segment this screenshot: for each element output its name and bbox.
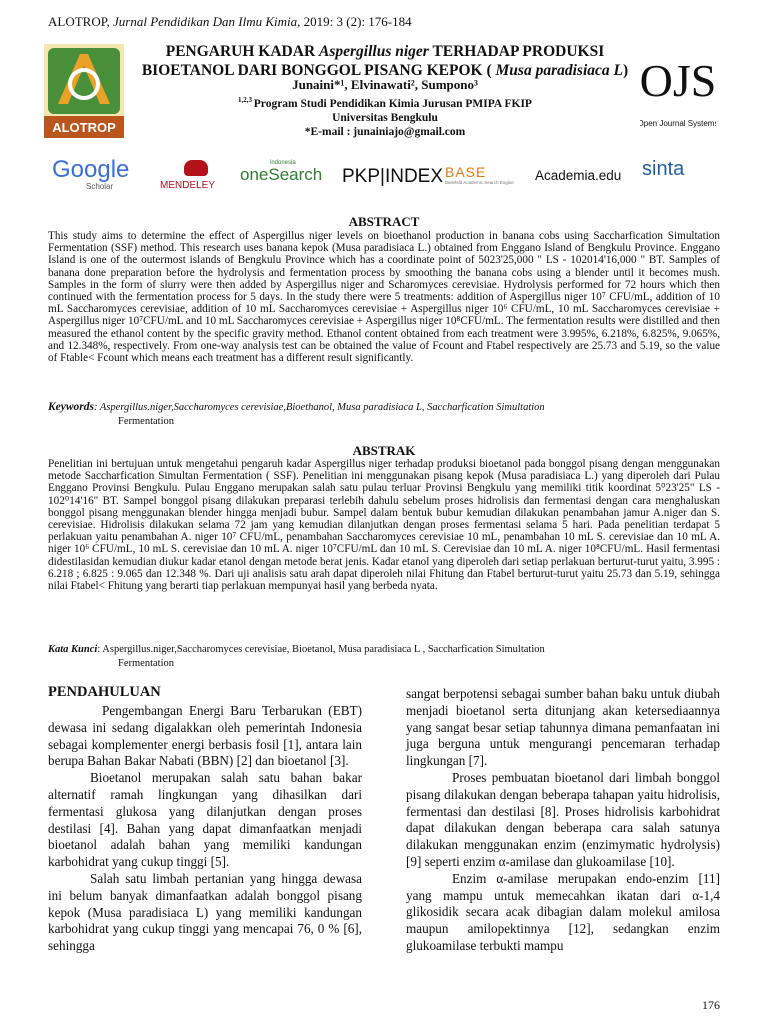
intro-para-3: Salah satu limbah pertanian yang hingga dewasa ini belum banyak dimanfaatkan adalah bonggol pisang kepok (Musa paradisiaca L) yang memiliki kandungan karbohidrat yang cukup tinggi yang mencapai 76, 0 % [6], sehingga <box>48 870 362 954</box>
keywords: Keywords: Aspergillus.niger,Saccharomyces cerevisiae,Bioethanol, Musa paradisiaca L, Saccharfication Simultation Fermentation <box>48 401 545 427</box>
svg-text:OJS: OJS <box>640 55 716 106</box>
kata-kunci: Kata Kunci: Aspergillus.niger,Saccharomyces cerevisiae, Bioetanol, Musa paradisiaca L , Saccharfication Simultation Fermentation <box>48 644 545 669</box>
author-block: Junaini*¹, Elvinawati², Sumpono³ $^{1,2,3}$ Program Studi Pendidikan Kimia Jurusan PMIPA FKIP Universitas Bengkulu *E-mail : junainiajo@gmail.com <box>120 77 650 139</box>
intro-right-column <box>406 686 720 955</box>
abstrak-text: Penelitian ini bertujuan untuk mengetahui pengaruh kadar Aspergillus niger terhadap produksi bioetanol pada bonggol pisang dengan menggunakan metode Saccharfication Simultan Fermentation ( SSF). Penelitian ini menggunakan pisang kepok (Musa paradisiaca L.) yang diperoleh dari Pulau Enggano Provinsi Bengkulu. Pulau Enggano merupakan salah satu pulau terluar Provinsi Bengkulu yang memiliki titik koordinat 5⁰23'25" LS - 102⁰14'16" BT. Sampel bonggol pisang dilakukan preparasi terlebih dahulu sebelum proses hidrolisis dan fermentasi dengan cara menghaluskan bonggol pisang menggunakan blender hingga menjadi bubur. Sampel dalam bentuk bubur kemudian dilakukan penambahan jamur A.niger dan S. cerevisiae. Hidrolisis dilakukan selama 72 jam yang kemudian dilanjutkan dengan proses fermentasi selama 5 hari. Pada penelitian terdapat 5 perlakuan yaitu penambahan A. niger 10⁷ CFU/mL, penambahan Saccharomyces cerevisiae 10 mL, penambahan 10 mL S. cerevisiae dan 10 mL A. niger 10⁶ CFU/mL, 10 mL S. cerevisiae dan 10 mL A. niger 10⁷CFU/mL dan 10 mL S. Cerevisiae dan 10 mL A. niger 10⁸CFU/mL. Hasil fermentasi didestilasidan kemudian diukur kadar etanol dengan metode berat jenis. Kadar etanol yang diperoleh dari setiap perlakuan berturut-turut yaitu, 3.995 : 6.218 ; 6.825 : 9.065 dan 12.348 %. Dari uji analisis satu arah dapat diperoleh nilai Fhitung dan Ftabel berturut-turut yaitu 25.73 dan 5.19, sehingga nilai Ftabel< Fhitung yang berarti tiap perlakuan mempunyai hasil yang berbeda nyata. <box>48 458 720 593</box>
google-scholar-logo: Google Scholar <box>52 156 130 191</box>
intro-para-2: Bioetanol merupakan salah satu bahan bakar alternatif ramah lingkungan yang dihasilkan dari fermentasi glukosa yang dilanjutkan dengan proses destilasi [4]. Bahan yang dapat dimanfaatkan menjadi bioetanol adalah bahan yang memiliki kandungan karbohidrat yang cukup tinggi [5]. <box>48 770 362 870</box>
intro-para-4: sangat berpotensi sebagai sumber bahan baku untuk diubah menjadi bioetanol serta ditunjang akan ketersediaannya yang sangat besar setiap tahunnya dimana pemanfaatan ini juga berguna untuk mengurangi pencemaran terhadap lingkungan [7]. <box>406 686 720 769</box>
pkp-index-logo: PKP|INDEX <box>342 166 444 187</box>
academia-logo: Academia.edu <box>535 168 622 183</box>
abstract-text: This study aims to determine the effect of Aspergillus niger levels on bioethanol production in banana cobs using Saccharfication Simultation Fermentation (SSF) method. This research uses banana kepok (Musa paradisiaca L.) obtained from Enggano Island of Bengkulu Province. Enggano Island is one of the outermost islands of Bengkulu Province which has a coordinate point of 5023'25,000 " LS - 102014'16,000 " BT. Samples of banana done preparation before the hydrolysis and fermentation process by smoothing the banana cobs using a blender until it becomes mush. Samples in the form of slurry were then added by Aspergillus niger and Scharomyces cerevisiae. Hydrolysis performed for 72 hours which then continued with the fermentation process for 5 days. In the study there were 5 treatments: addition of Aspergillus niger 10⁷ CFU/mL, addition of 10 mL Saccharomyces cerevisiae, addition of 10 mL Saccharomyces cerevisiae + Aspergillus niger 10⁶ CFU/mL, 10 mL Saccharomyces cerevisiae + Aspergillus niger 10⁷CFU/mL and 10 mL Saccharomyces cerevisiae + Aspergillus niger 10⁸CFU/mL. The fermentation results were distilled and then measured the ethanol content by the specific gravity method. Ethanol content obtained from each treatment were 3.995%, 6.218%, 6.825%, 9.065%, and 12.348%, respectively. From one-way analysis test can be obtained the value of Fcount and Ftabel respectively are 25.73 and 5.19, so the value of Ftable< Fcount which means each treatment has a different result significantly. <box>48 230 720 365</box>
intro-para-1: Pengembangan Energi Baru Terbarukan (EBT) dewasa ini sedang digalakkan oleh pemerintah Indonesia sebagai komplementer energi berbasis fosil [1], antara lain berupa Bahan Bakar Nabati (BBN) [2] dan bioetanol [3]. <box>48 703 362 769</box>
affiliation-line2: Universitas Bengkulu <box>332 111 438 124</box>
ojs-logo <box>640 44 716 136</box>
journal-prefix: ALOTROP, <box>48 14 114 29</box>
mendeley-logo: MENDELEY <box>160 160 234 208</box>
intro-left-column <box>48 684 362 955</box>
author-names: Junaini*¹, Elvinawati², Sumpono³ <box>292 77 478 92</box>
abstract-heading: ABSTRACT <box>348 214 420 229</box>
page-number: 176 <box>702 998 720 1012</box>
svg-text:ALOTROP: ALOTROP <box>52 120 116 135</box>
journal-header <box>48 14 412 30</box>
intro-para-6: Enzim α-amilase merupakan endo-enzim [11] yang mampu untuk memecahkan ikatan dari α-1,4 glikosidik secara acak dibagian dalam molekul amilosa maupun amilopektinnya [12], sedangkan enzim glukoamilase terbukti mampu <box>406 870 720 953</box>
journal-issue: , 2019: 3 (2): 176-184 <box>297 14 412 29</box>
svg-text:Open Journal Systems: Open Journal Systems <box>640 119 716 128</box>
sinta-logo: sinta <box>642 158 685 180</box>
author-email: *E-mail : junainiajo@gmail.com <box>304 125 466 138</box>
journal-name: Jurnal Pendidikan Dan Ilmu Kimia <box>113 14 298 29</box>
base-logo: BASE Bielefeld Academic Search Engine <box>445 164 514 185</box>
affiliation-line1: Program Studi Pendidikan Kimia Jurusan PMIPA FKIP <box>253 97 532 110</box>
intro-heading: PENDAHULUAN <box>48 684 161 700</box>
intro-para-5: Proses pembuatan bioetanol dari limbah bonggol pisang dilakukan dengan beberapa tahapan yaitu hidrolisis, fermentasi dan destilasi [8]. Proses hidrolisis karbohidrat dapat dilakukan dengan beberapa cara salah satunya dilakukan menggunakan enzim (enzimymatic hydrolysis) [9] seperti enzim α-amilase dan glukoamilase [10]. <box>406 769 720 869</box>
alotrop-logo <box>44 44 124 138</box>
onesearch-logo: indonesia oneSearch <box>240 160 323 184</box>
paper-title: PENGARUH KADAR Aspergillus niger TERHADAP PRODUKSI BIOETANOL DARI BONGGOL PISANG KEPOK ( Musa paradisiaca L) <box>141 43 629 79</box>
abstrak-heading: ABSTRAK <box>352 443 416 458</box>
